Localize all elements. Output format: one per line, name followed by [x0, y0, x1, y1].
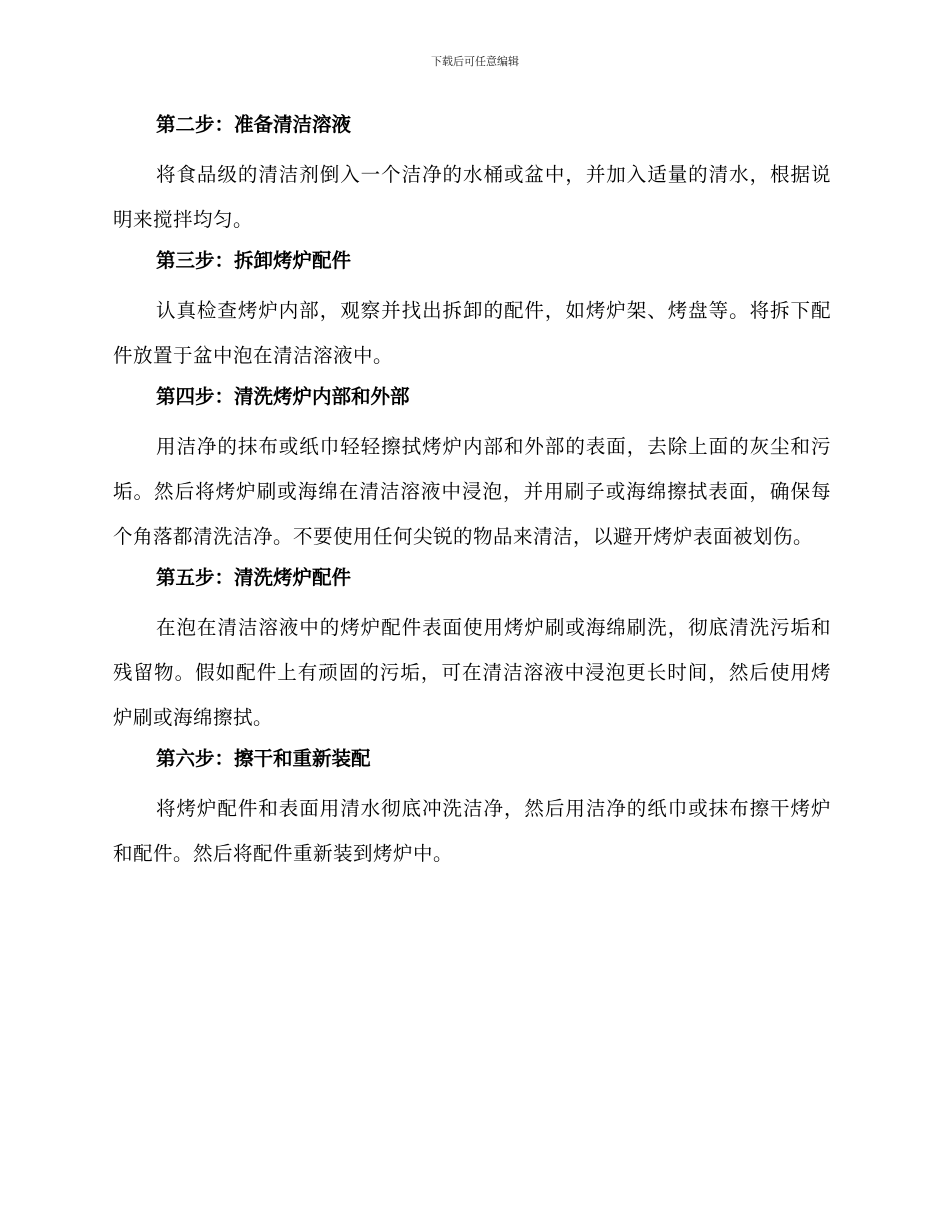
step-section: [113, 746, 831, 876]
page-header: 下载后可任意编辑: [431, 55, 519, 68]
step-section: [113, 384, 831, 559]
step-section: [113, 565, 831, 740]
step-section: [113, 112, 831, 242]
step-heading: 第四步：清洗烤炉内部和外部: [156, 385, 410, 408]
step-paragraph: 认真检查烤炉内部，观察并找出拆卸的配件，如烤炉架、烤盘等。将拆下配件放置于盆中泡在清洁溶液中。: [113, 299, 831, 367]
step-heading: 第五步：清洗烤炉配件: [156, 566, 352, 589]
step-section: [113, 248, 831, 378]
step-heading: 第三步：拆卸烤炉配件: [156, 249, 352, 272]
step-paragraph: 用洁净的抹布或纸巾轻轻擦拭烤炉内部和外部的表面，去除上面的灰尘和污垢。然后将烤炉刷或海绵在清洁溶液中浸泡，并用刷子或海绵擦拭表面，确保每个角落都清洗洁净。不要使用任何尖锐的物品来清洁，以避开烤炉表面被划伤。: [113, 435, 831, 548]
step-paragraph: 将烤炉配件和表面用清水彻底冲洗洁净，然后用洁净的纸巾或抹布擦干烤炉和配件。然后将配件重新装到烤炉中。: [113, 797, 831, 865]
step-heading: 第六步：擦干和重新装配: [156, 747, 371, 770]
step-heading: 第二步：准备清洁溶液: [156, 113, 352, 136]
step-paragraph: 在泡在清洁溶液中的烤炉配件表面使用烤炉刷或海绵刷洗，彻底清洗污垢和残留物。假如配件上有顽固的污垢，可在清洁溶液中浸泡更长时间，然后使用烤炉刷或海绵擦拭。: [113, 616, 831, 729]
step-paragraph: 将食品级的清洁剂倒入一个洁净的水桶或盆中，并加入适量的清水，根据说明来搅拌均匀。: [113, 163, 831, 231]
document-body: [113, 112, 831, 882]
